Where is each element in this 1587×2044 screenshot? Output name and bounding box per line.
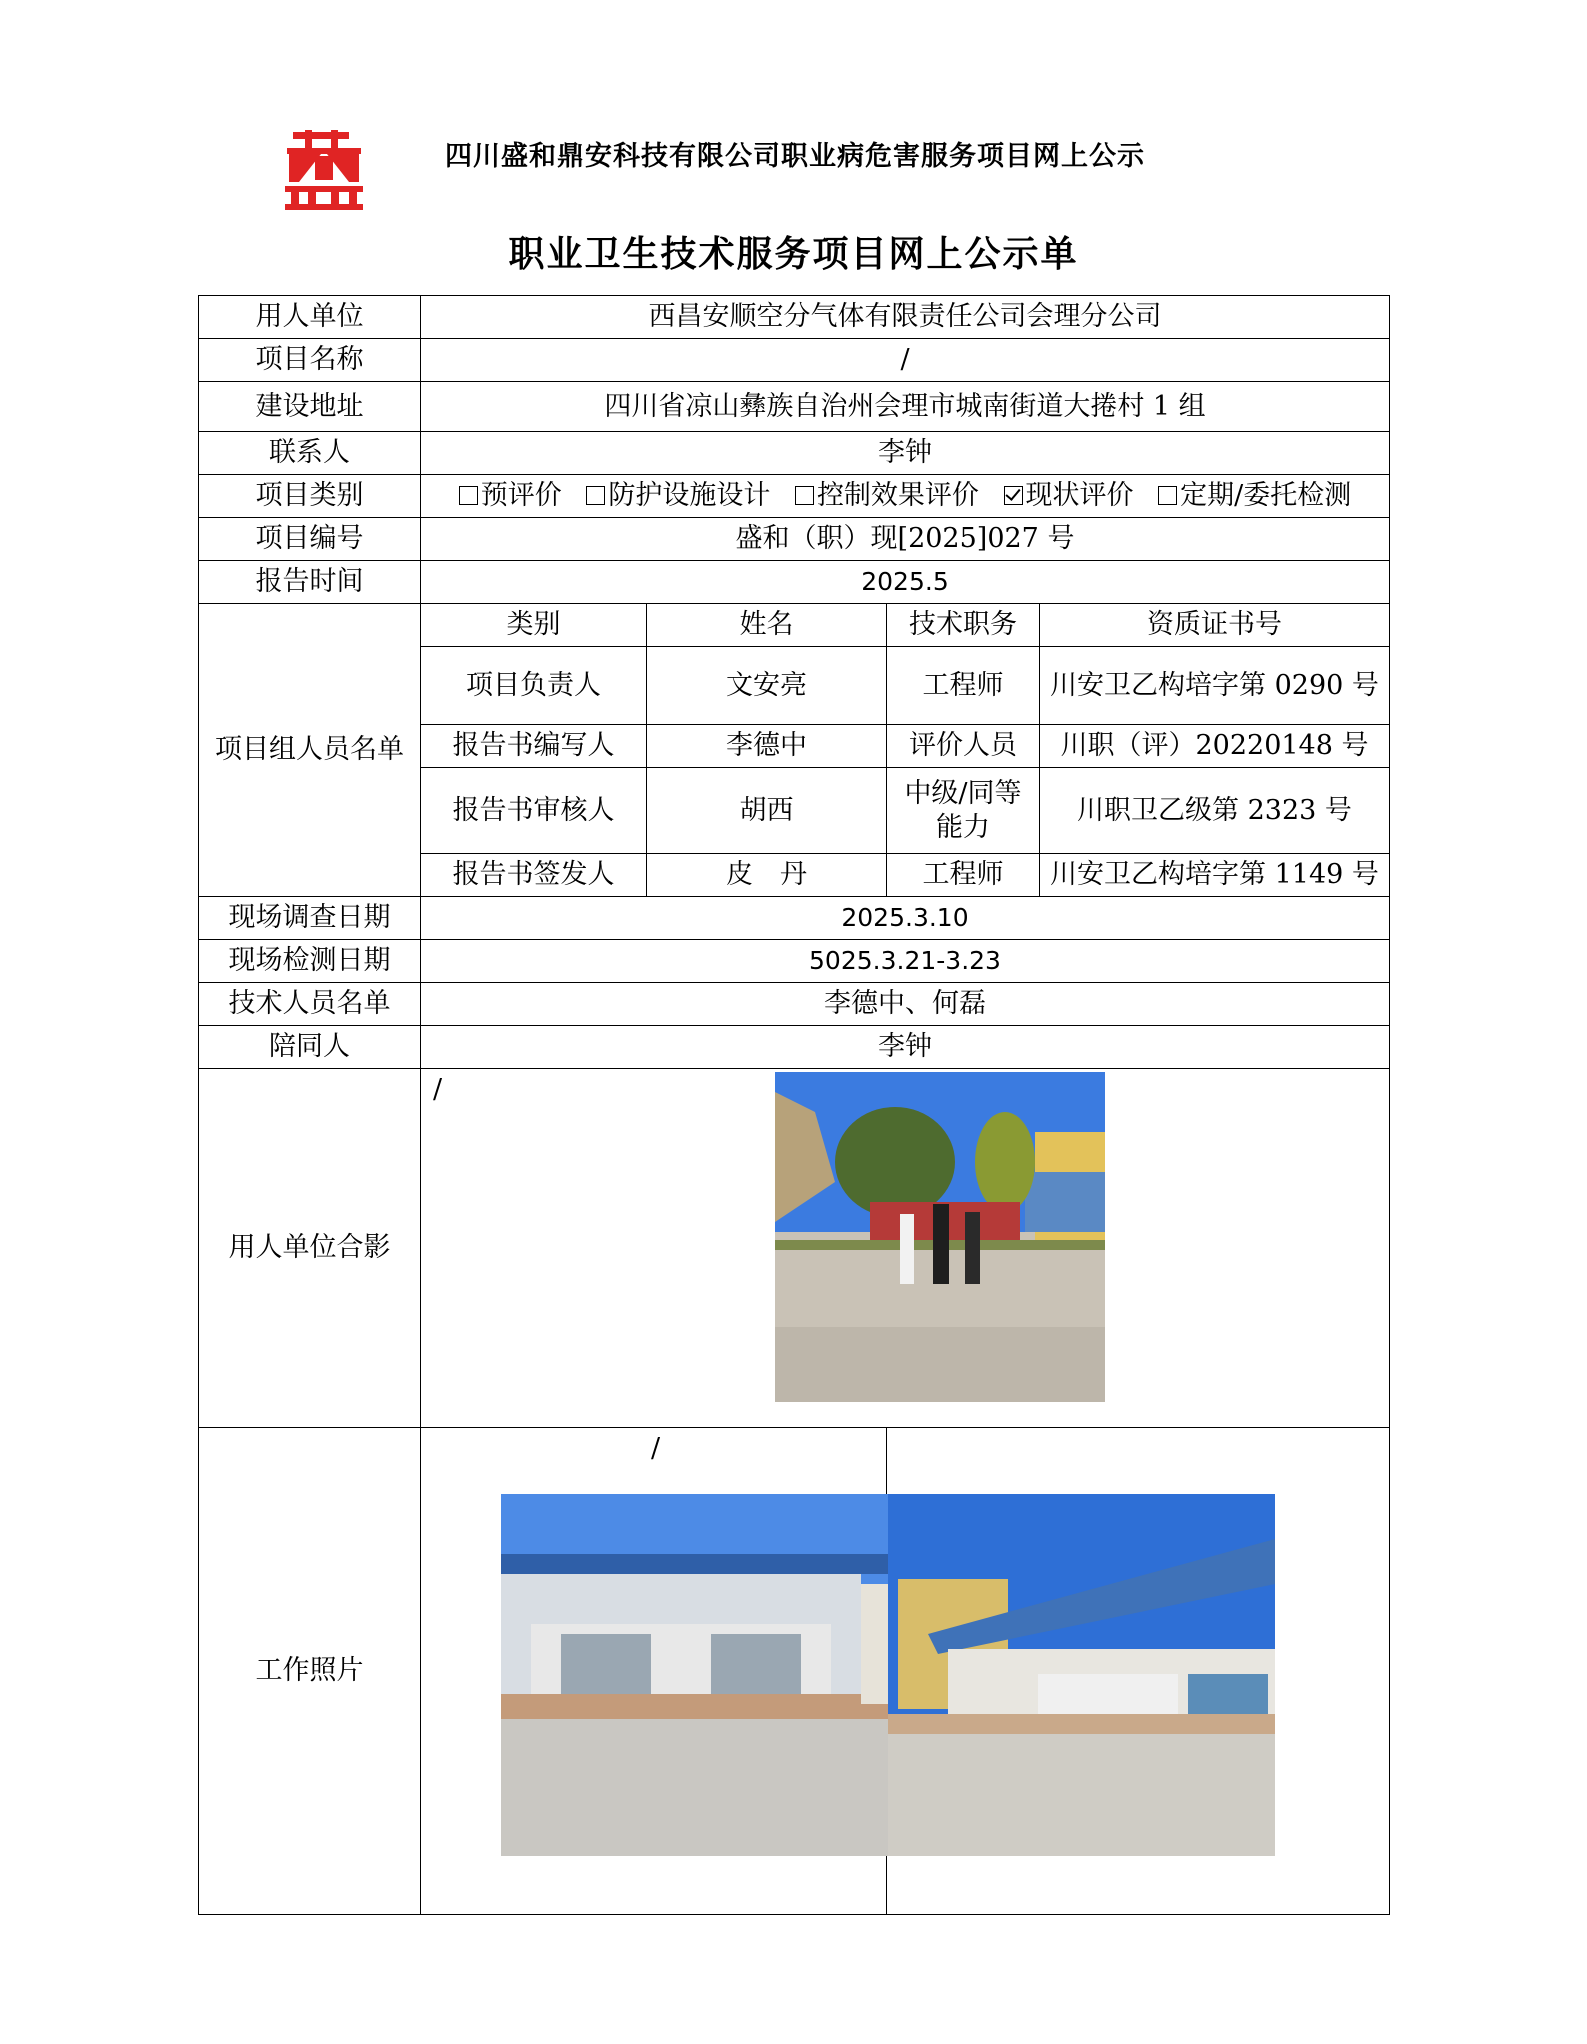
project-no-value: 盛和（职）现[2025]027 号 [421, 518, 1390, 561]
member-title: 工程师 [887, 854, 1040, 897]
row-employer [199, 296, 1390, 339]
member-cert: 川安卫乙构培字第 0290 号 [1040, 647, 1390, 725]
sheng-logo-icon [285, 130, 363, 210]
row-test-date [199, 940, 1390, 983]
member-role: 报告书编写人 [421, 725, 647, 768]
work-photo-slash: / [651, 1433, 661, 1464]
address-label: 建设地址 [199, 382, 421, 432]
category-option-protection-design: 防护设施设计 [586, 480, 770, 511]
checkbox-icon [586, 486, 605, 505]
company-notice-title: 四川盛和鼎安科技有限公司职业病危害服务项目网上公示 [445, 141, 1145, 172]
row-project-no [199, 518, 1390, 561]
contact-value: 李钟 [421, 432, 1390, 475]
checked-checkbox-icon [1004, 486, 1023, 505]
member-title: 工程师 [887, 647, 1040, 725]
team-header-row [199, 604, 1390, 647]
technicians-label: 技术人员名单 [199, 983, 421, 1026]
group-photo-image [775, 1072, 1105, 1402]
member-role: 项目负责人 [421, 647, 647, 725]
category-option-control-effect: 控制效果评价 [795, 480, 979, 511]
row-group-photo [199, 1069, 1390, 1428]
member-title: 中级/同等能力 [887, 768, 1040, 854]
category-options [421, 475, 1390, 518]
category-option-status-evaluation: 现状评价 [1004, 480, 1134, 511]
member-cert: 川职（评）20220148 号 [1040, 725, 1390, 768]
escort-value: 李钟 [421, 1026, 1390, 1069]
member-role: 报告书签发人 [421, 854, 647, 897]
member-role: 报告书审核人 [421, 768, 647, 854]
employer-value: 西昌安顺空分气体有限责任公司会理分公司 [421, 296, 1390, 339]
group-photo-slash: / [433, 1074, 443, 1105]
address-value: 四川省凉山彝族自治州会理市城南街道大捲村 1 组 [421, 382, 1390, 432]
survey-date-label: 现场调查日期 [199, 897, 421, 940]
project-no-label: 项目编号 [199, 518, 421, 561]
row-project-name [199, 339, 1390, 382]
row-address [199, 382, 1390, 432]
member-name: 文安亮 [647, 647, 887, 725]
row-technicians [199, 983, 1390, 1026]
document-header [285, 130, 1385, 220]
team-label: 项目组人员名单 [199, 604, 421, 897]
team-header-title: 技术职务 [887, 604, 1040, 647]
test-date-value: 5025.3.21-3.23 [421, 940, 1390, 983]
contact-label: 联系人 [199, 432, 421, 475]
category-option-pre-evaluation: 预评价 [459, 480, 562, 511]
group-photo-cell [421, 1069, 1390, 1428]
report-time-label: 报告时间 [199, 561, 421, 604]
member-name: 胡西 [647, 768, 887, 854]
report-time-value: 2025.5 [421, 561, 1390, 604]
checkbox-icon [1158, 486, 1177, 505]
escort-label: 陪同人 [199, 1026, 421, 1069]
member-title: 评价人员 [887, 725, 1040, 768]
row-contact [199, 432, 1390, 475]
category-option-periodic-testing: 定期/委托检测 [1158, 480, 1351, 511]
category-label: 项目类别 [199, 475, 421, 518]
survey-date-value: 2025.3.10 [421, 897, 1390, 940]
technicians-value: 李德中、何磊 [421, 983, 1390, 1026]
employer-label: 用人单位 [199, 296, 421, 339]
document-title: 职业卫生技术服务项目网上公示单 [508, 234, 1079, 275]
work-photos-label: 工作照片 [199, 1428, 421, 1915]
row-escort [199, 1026, 1390, 1069]
checkbox-icon [459, 486, 478, 505]
row-survey-date [199, 897, 1390, 940]
checkbox-icon [795, 486, 814, 505]
test-date-label: 现场检测日期 [199, 940, 421, 983]
team-header-role: 类别 [421, 604, 647, 647]
project-name-value: / [421, 339, 1390, 382]
group-photo-label: 用人单位合影 [199, 1069, 421, 1428]
team-header-cert: 资质证书号 [1040, 604, 1390, 647]
work-photo-image-left [501, 1494, 888, 1856]
team-header-name: 姓名 [647, 604, 887, 647]
work-photo-image-right [888, 1494, 1275, 1856]
member-name: 皮 丹 [647, 854, 887, 897]
member-cert: 川职卫乙级第 2323 号 [1040, 768, 1390, 854]
member-name: 李德中 [647, 725, 887, 768]
row-report-time [199, 561, 1390, 604]
member-cert: 川安卫乙构培字第 1149 号 [1040, 854, 1390, 897]
project-name-label: 项目名称 [199, 339, 421, 382]
row-category [199, 475, 1390, 518]
